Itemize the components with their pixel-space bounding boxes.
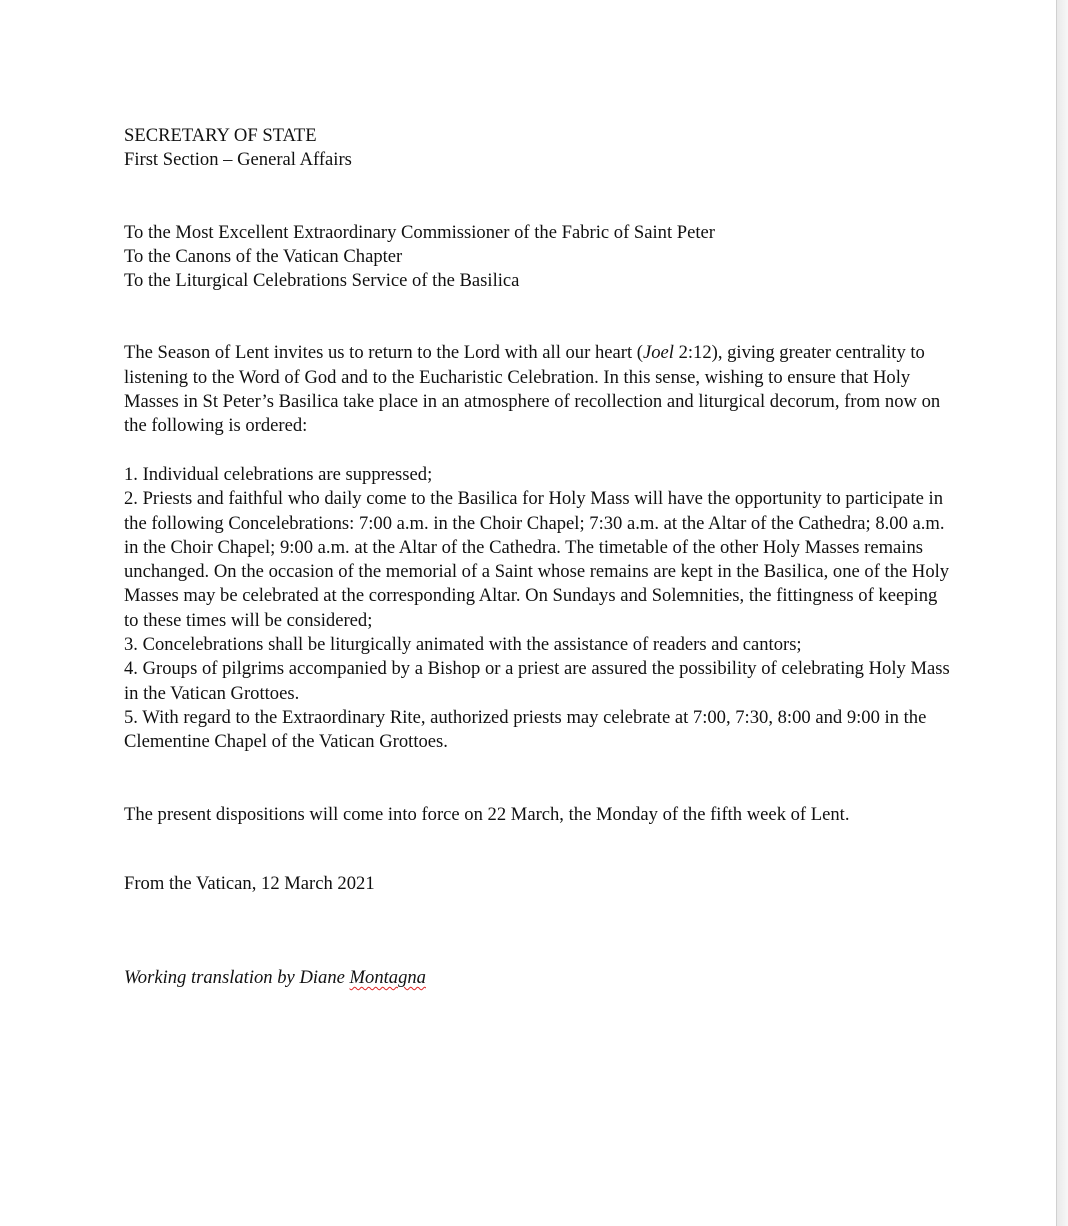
effective-date-paragraph: The present dispositions will come into force on 22 March, the Monday of the fifth week of Lent. xyxy=(124,803,850,825)
document-body xyxy=(124,124,954,990)
scripture-book: Joel xyxy=(642,342,674,364)
letter-header xyxy=(124,124,954,173)
disposition-item: 2. Priests and faithful who daily come to the Basilica for Holy Mass will have the opportunity to participate in the following Concelebrations: 7:00 a.m. in the Choir Chapel; 7:30 a.m. at the Altar of the Cathedra; 8.00 a.m. in the Choir Chapel; 9:00 a.m. at the Altar of the Cathedra. The timetable of the other Holy Masses remains unchanged. On the occasion of the memorial of a Saint whose remains are kept in the Basilica, one of the Holy Masses may be celebrated at the corresponding Altar. On Sundays and Solemnities, the fittingness of keeping to these times will be considered; xyxy=(124,488,950,631)
dateline: From the Vatican, 12 March 2021 xyxy=(124,872,375,894)
page-edge-shadow xyxy=(1057,0,1068,1226)
disposition-item: 5. With regard to the Extraordinary Rite, authorized priests may celebrate at 7:00, 7:30, 8:00 and 9:00 in the Clementine Chapel of the Vatican Grottoes. xyxy=(124,706,927,753)
disposition-item: 4. Groups of pilgrims accompanied by a Bishop or a priest are assured the possibility of celebrating Holy Mass in the Vatican Grottoes. xyxy=(124,658,950,704)
intro-text-continued: 2:12), giving greater centrality to listening to the Word of God and to the Eucharistic Celebration. In this sense, wishing to ensure that Holy Masses in St Peter’s Basilica take place in an atmosphere of recollection and liturgical decorum, from now on the following is ordered: xyxy=(124,342,941,437)
intro-text: The Season of Lent invites us to return to the Lord with all our heart ( xyxy=(124,342,643,364)
credit-surname-spellcheck: Montagna xyxy=(349,967,426,989)
addressee-line: To the Most Excellent Extraordinary Commissioner of the Fabric of Saint Peter xyxy=(124,221,715,243)
addressee-line: To the Canons of the Vatican Chapter xyxy=(124,245,403,267)
dispositions-list xyxy=(124,463,954,755)
disposition-item: 1. Individual celebrations are suppressed; xyxy=(124,463,433,485)
addressee-line: To the Liturgical Celebrations Service of the Basilica xyxy=(124,270,520,292)
credit-prefix: Working translation by Diane xyxy=(124,967,350,989)
disposition-item: 3. Concelebrations shall be liturgically animated with the assistance of readers and cantors; xyxy=(124,634,802,656)
section-title: First Section – General Affairs xyxy=(124,149,352,171)
intro-paragraph xyxy=(124,341,954,438)
addressee-list xyxy=(124,221,954,294)
translator-credit xyxy=(124,966,954,990)
office-title: SECRETARY OF STATE xyxy=(124,125,317,146)
